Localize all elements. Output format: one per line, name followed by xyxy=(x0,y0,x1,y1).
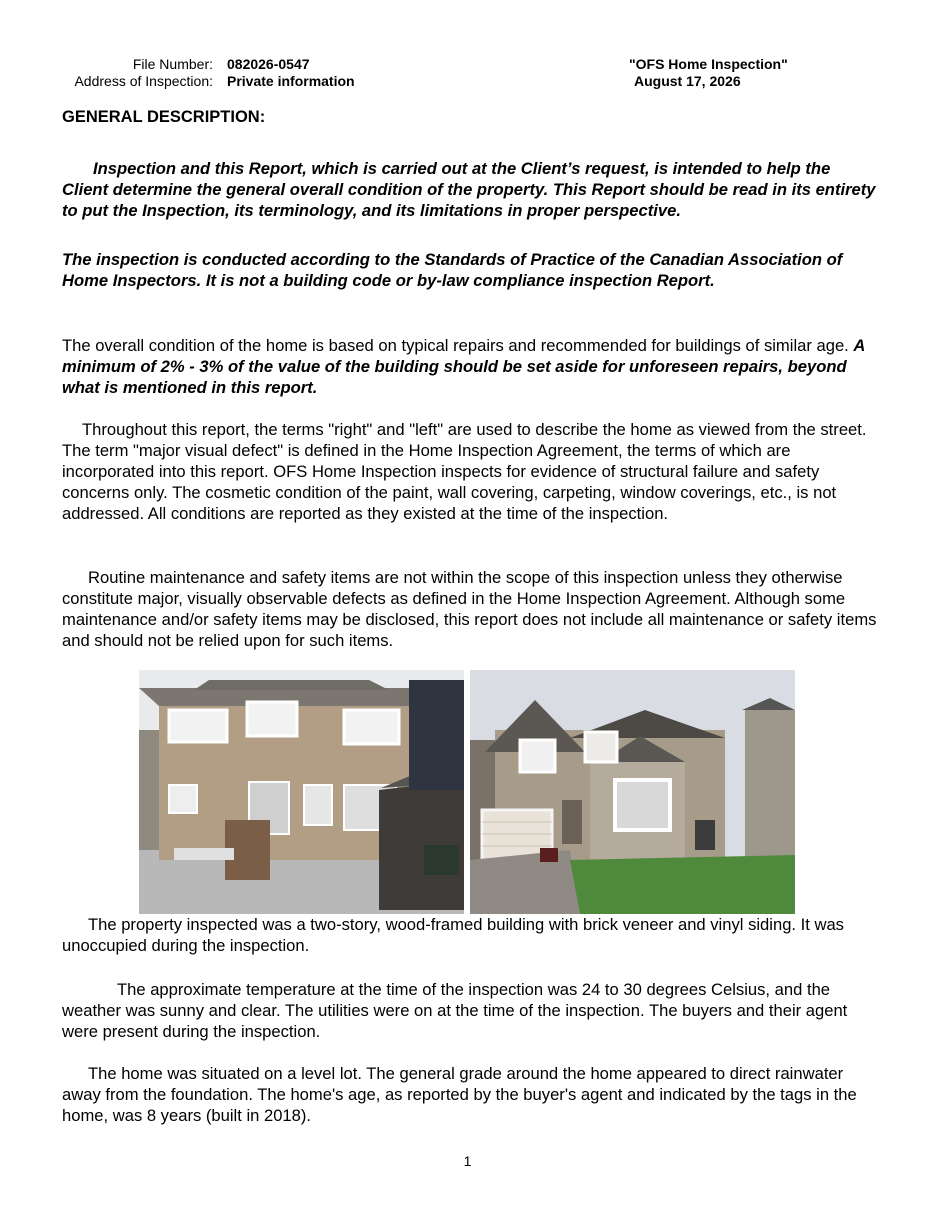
intro-paragraph-1: Inspection and this Report, which is carried out at the Client’s request, is intended to help the Client determine the general overall condition of the property. This Report should be read in its entirety to put the Inspection, its terminology, and its limitations in proper perspective. xyxy=(62,159,876,220)
file-number-value: 082026-0547 xyxy=(227,56,310,72)
address-label: Address of Inspection: xyxy=(74,73,213,89)
lot-paragraph: The home was situated on a level lot. The general grade around the home appeared to direct rainwater away from the foundation. The home's age, as reported by the buyer's agent and indicated by the tags in the home, was 8 years (built in 2018). xyxy=(62,1064,857,1125)
report-date: August 17, 2026 xyxy=(634,73,741,89)
overall-condition-emphasis: A minimum of 2% - 3% of the value of the building should be set aside for unforeseen repairs, beyond what is mentioned in this report. xyxy=(62,336,865,397)
intro-paragraph-2: The inspection is conducted according to the Standards of Practice of the Canadian Association of Home Inspectors. It is not a building code or by-law compliance inspection Report. xyxy=(62,250,843,290)
overall-condition-paragraph xyxy=(62,335,877,398)
front-house-photo xyxy=(470,670,795,914)
address-value: Private information xyxy=(227,73,355,89)
rear-house-photo xyxy=(139,670,464,914)
file-number-label: File Number: xyxy=(132,56,213,72)
weather-paragraph: The approximate temperature at the time of the inspection was 24 to 30 degrees Celsius, and the weather was sunny and clear. The utilities were on at the time of the inspection. The buyers and their agent were present during the inspection. xyxy=(62,980,848,1041)
company-name: "OFS Home Inspection" xyxy=(629,56,788,72)
routine-paragraph: Routine maintenance and safety items are not within the scope of this inspection unless they otherwise constitute major, visually observable defects as defined in the Home Inspection Agreement. Although some maintenance and/or safety items may be disclosed, this report does not include all maintenance or safety items and should not be relied upon for such items. xyxy=(62,568,877,650)
section-title: GENERAL DESCRIPTION: xyxy=(62,108,266,126)
property-paragraph: The property inspected was a two-story, wood-framed building with brick veneer and vinyl siding. It was unoccupied during the inspection. xyxy=(62,915,844,955)
overall-condition-text: The overall condition of the home is based on typical repairs and recommended for buildings of similar age. xyxy=(62,336,854,355)
terms-paragraph: Throughout this report, the terms "right" and "left" are used to describe the home as viewed from the street. The term "major visual defect" is defined in the Home Inspection Agreement, the terms of which are incorporated into this report. OFS Home Inspection inspects for evidence of structural failure and safety concerns only. The cosmetic condition of the paint, wall covering, carpeting, window coverings, etc., is not addressed. All conditions are reported as they existed at the time of the inspection. xyxy=(62,420,867,523)
page-number: 1 xyxy=(463,1153,472,1169)
